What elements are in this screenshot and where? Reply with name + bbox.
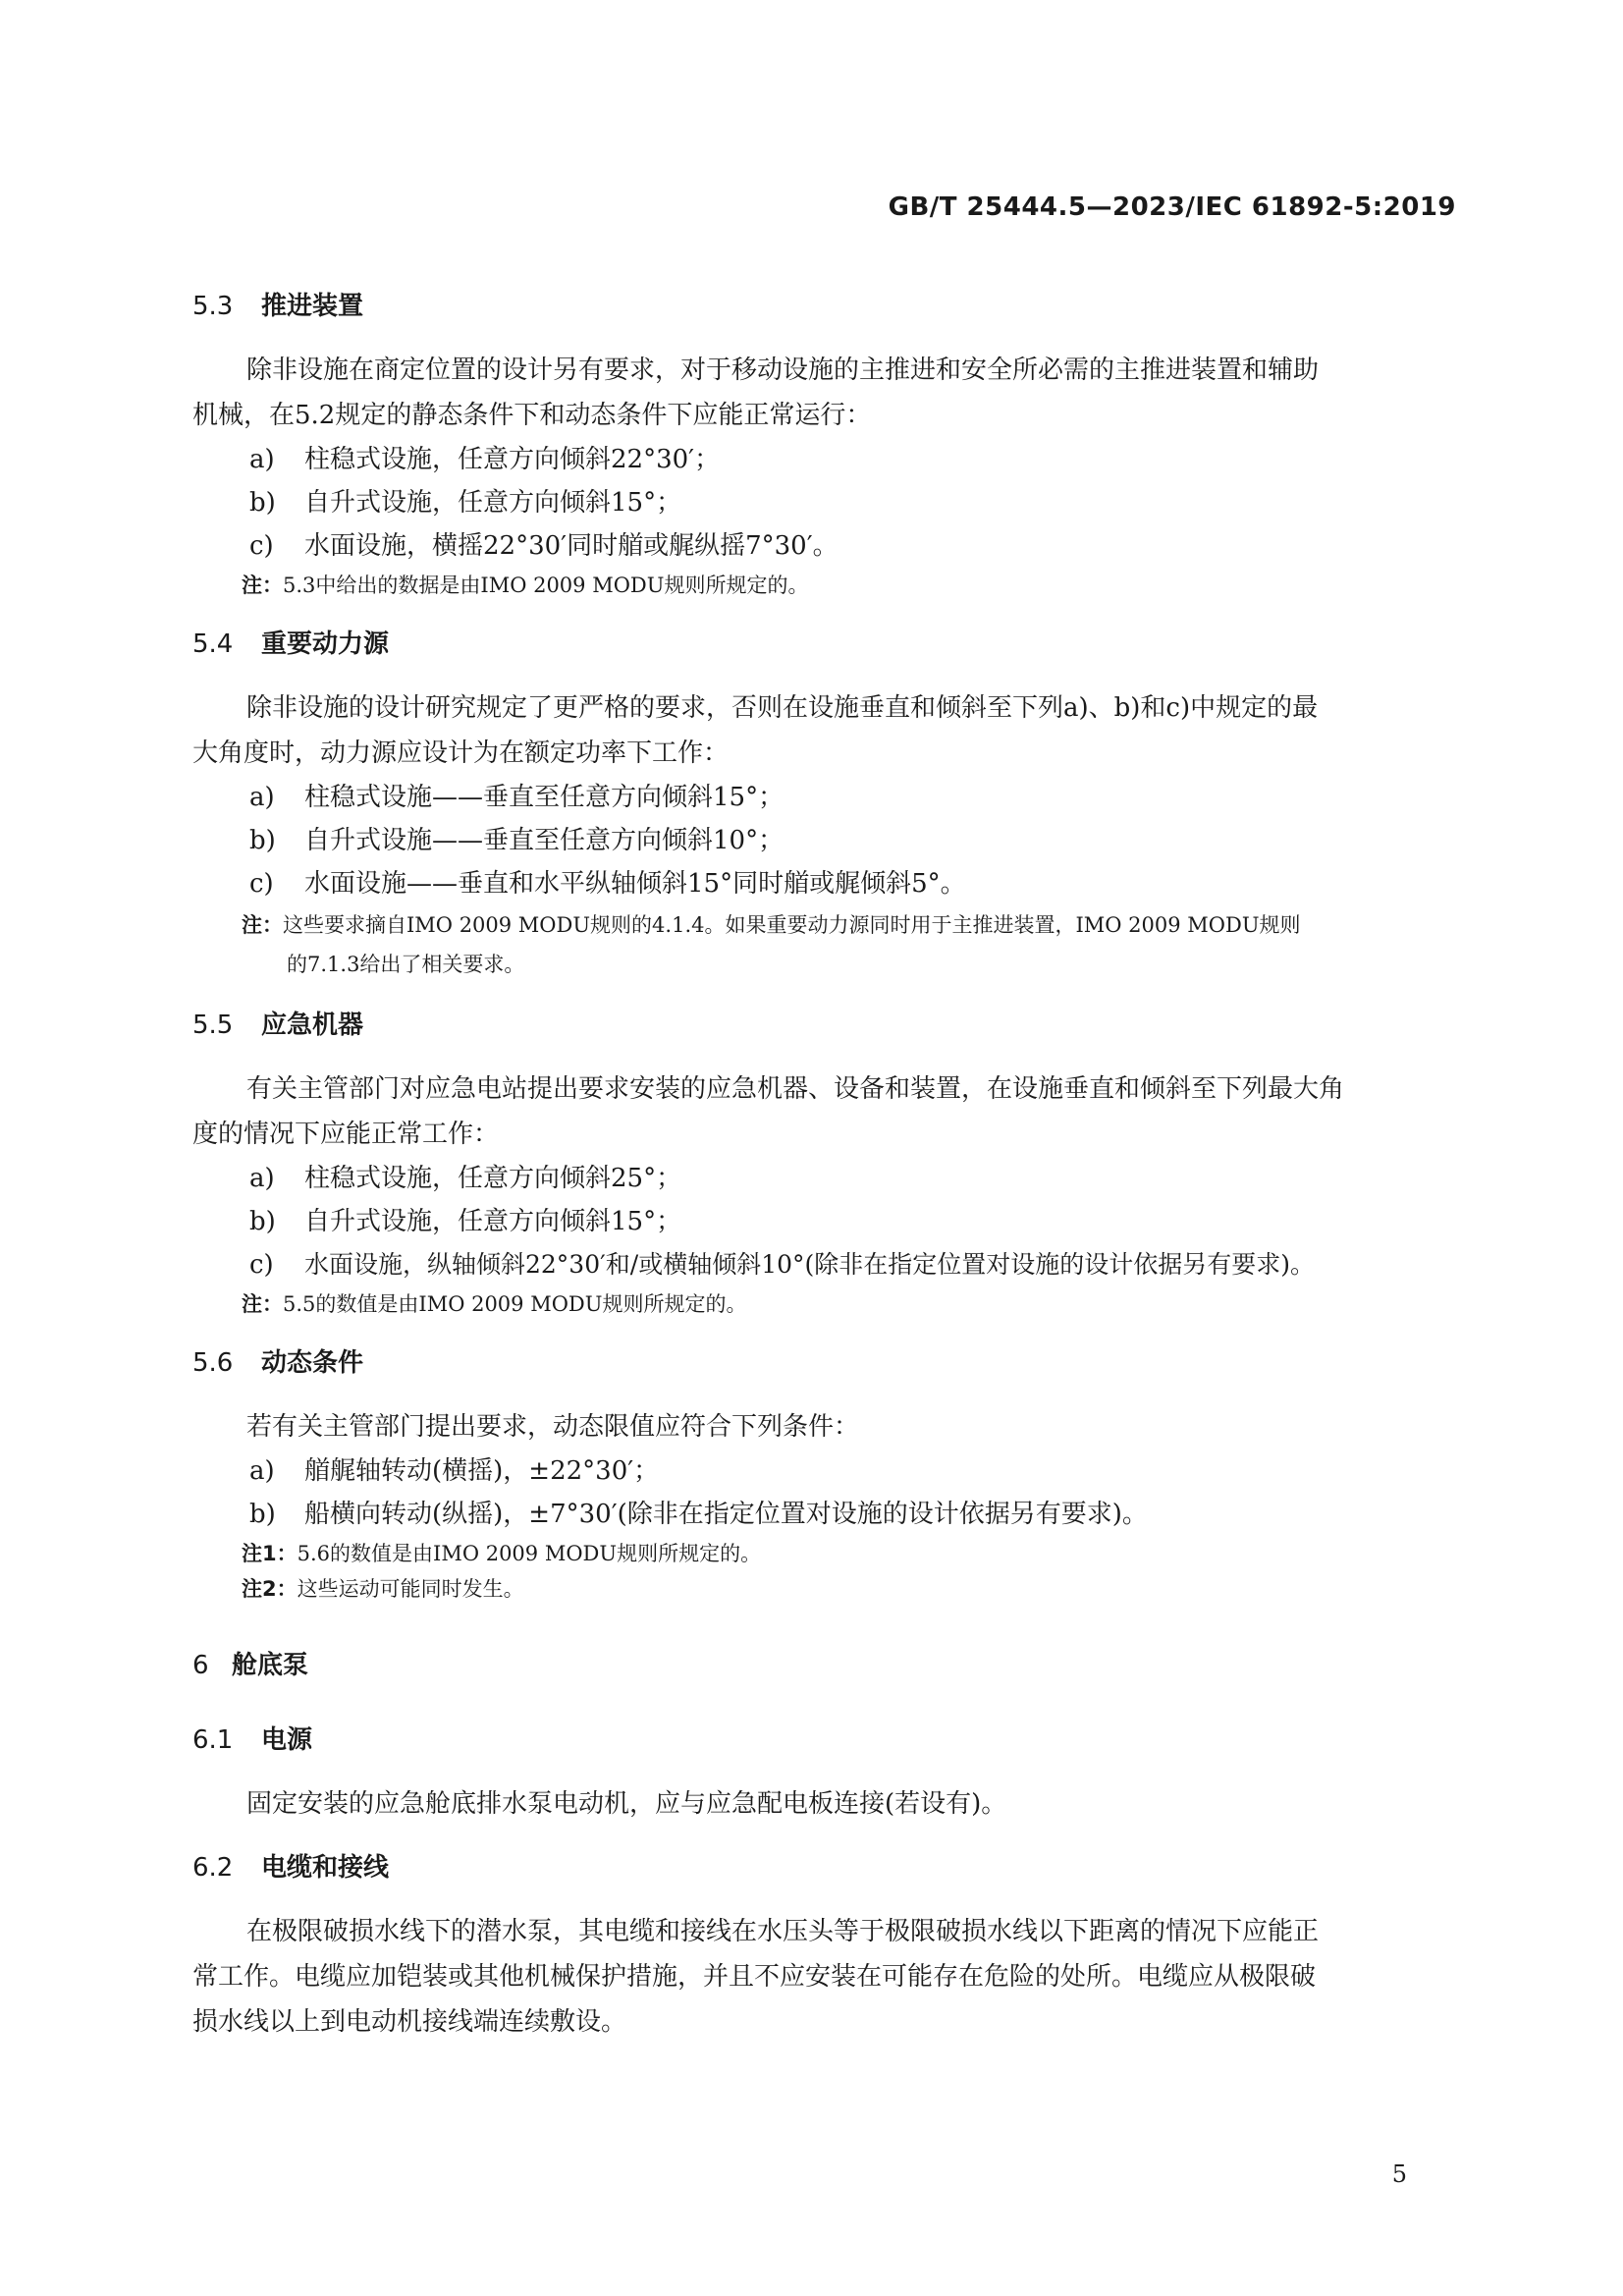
note-text: 这些运动可能同时发生。 [297, 1577, 524, 1601]
list-marker: c) [249, 1250, 274, 1280]
paragraph-line: 机械，在5.2规定的静态条件下和动态条件下应能正常运行： [192, 401, 872, 430]
paragraph-line: 有关主管部门对应急电站提出要求安装的应急机器、设备和装置，在设施垂直和倾斜至下列最大角 [246, 1074, 1345, 1104]
section-heading-5-5 [192, 1006, 1459, 1045]
document-code: GB/T 25444.5—2023/IEC 61892-5:2019 [888, 192, 1456, 222]
list-marker: a) [249, 1456, 275, 1486]
note-label: 注1： [242, 1542, 298, 1565]
note-text: 这些要求摘自IMO 2009 MODU规则的4.1.4。如果重要动力源同时用于主推进装置，IMO 2009 MODU规则 [283, 913, 1301, 937]
section-heading-5-3 [192, 287, 1459, 326]
note-text: 5.3中给出的数据是由IMO 2009 MODU规则所规定的。 [283, 574, 809, 597]
note-label: 注： [242, 1292, 283, 1316]
list-item [192, 481, 1459, 524]
paragraph-line: 除非设施的设计研究规定了更严格的要求，否则在设施垂直和倾斜至下列a)、b)和c)中规定的最 [246, 693, 1319, 723]
list-marker: b) [249, 1207, 276, 1236]
paragraph-line: 损水线以上到电动机接线端连续敷设。 [192, 2007, 627, 2037]
list-marker: c) [249, 869, 274, 899]
section-title: 电源 [261, 1725, 313, 1755]
page-number: 5 [1391, 2160, 1407, 2188]
paragraph-line: 在极限破损水线下的潜水泵，其电缆和接线在水压头等于极限破损水线以下距离的情况下应能正 [246, 1917, 1320, 1946]
list-text: 水面设施，纵轴倾斜22°30′和/或横轴倾斜10°(除非在指定位置对设施的设计依据另有要求)。 [304, 1250, 1316, 1279]
list-marker: a) [249, 1164, 275, 1193]
list-text: 柱稳式设施，任意方向倾斜22°30′； [304, 445, 721, 474]
document-body [192, 287, 1459, 2045]
list-text: 柱稳式设施——垂直至任意方向倾斜15°； [304, 783, 784, 812]
note-text: 5.6的数值是由IMO 2009 MODU规则所规定的。 [297, 1542, 762, 1565]
list-text: 自升式设施——垂直至任意方向倾斜10°； [304, 826, 784, 855]
list-marker: a) [249, 445, 275, 474]
list-item [192, 776, 1459, 819]
list-text: 水面设施，横摇22°30′同时艏或艉纵摇7°30′。 [304, 531, 839, 561]
section-heading-6-1 [192, 1721, 1459, 1760]
note-label: 注： [242, 913, 283, 937]
list-marker: a) [249, 783, 275, 812]
section-number: 5.6 [192, 1348, 234, 1378]
list-text: 自升式设施，任意方向倾斜15°； [304, 488, 682, 518]
list-text: 水面设施——垂直和水平纵轴倾斜15°同时艏或艉倾斜5°。 [304, 869, 966, 899]
note [192, 1286, 1459, 1322]
list-text: 船横向转动(纵摇)，±7°30′(除非在指定位置对设施的设计依据另有要求)。 [304, 1500, 1148, 1529]
paragraph-line: 常工作。电缆应加铠装或其他机械保护措施，并且不应安装在可能存在危险的处所。电缆应从极限破 [192, 1962, 1317, 1992]
note-label: 注： [242, 574, 283, 597]
note [192, 568, 1459, 603]
list-item [192, 1200, 1459, 1243]
list-item [192, 1493, 1459, 1536]
section-number: 5.3 [192, 292, 234, 321]
section-number: 6.2 [192, 1853, 234, 1883]
note-text-continued: 的7.1.3给出了相关要求。 [287, 953, 525, 976]
paragraph-line: 除非设施在商定位置的设计另有要求，对于移动设施的主推进和安全所必需的主推进装置和辅助 [246, 355, 1320, 385]
list-item [192, 438, 1459, 481]
section-heading-5-6 [192, 1343, 1459, 1383]
list-item [192, 1243, 1459, 1286]
list-marker: b) [249, 488, 276, 518]
list-marker: b) [249, 826, 276, 855]
section-number: 6.1 [192, 1725, 234, 1755]
note-2 [192, 1571, 1459, 1607]
list-item [192, 524, 1459, 568]
list-text: 自升式设施，任意方向倾斜15°； [304, 1207, 682, 1236]
paragraph-line: 若有关主管部门提出要求，动态限值应符合下列条件： [246, 1412, 860, 1442]
note-text: 5.5的数值是由IMO 2009 MODU规则所规定的。 [283, 1292, 747, 1316]
section-title: 应急机器 [261, 1011, 364, 1040]
section-heading-6-2 [192, 1848, 1459, 1887]
chapter-title: 舱底泵 [232, 1651, 309, 1680]
note-1 [192, 1536, 1459, 1571]
note-label: 注2： [242, 1577, 298, 1601]
list-item [192, 819, 1459, 862]
section-heading-5-4 [192, 625, 1459, 664]
chapter-number: 6 [192, 1651, 209, 1680]
paragraph-line: 度的情况下应能正常工作： [192, 1120, 500, 1149]
paragraph-line: 固定安装的应急舱底排水泵电动机，应与应急配电板连接(若设有)。 [246, 1789, 1007, 1819]
paragraph-line: 大角度时，动力源应设计为在额定功率下工作： [192, 738, 730, 768]
list-text: 柱稳式设施，任意方向倾斜25°； [304, 1164, 682, 1193]
list-text: 艏艉轴转动(横摇)，±22°30′； [304, 1456, 660, 1486]
chapter-heading-6 [192, 1646, 1459, 1685]
list-item [192, 1449, 1459, 1493]
list-item [192, 1157, 1459, 1200]
list-item [192, 862, 1459, 905]
section-title: 重要动力源 [261, 629, 390, 659]
note [192, 905, 1459, 984]
section-title: 电缆和接线 [261, 1853, 390, 1883]
list-marker: b) [249, 1500, 276, 1529]
section-number: 5.5 [192, 1011, 234, 1040]
section-number: 5.4 [192, 629, 234, 659]
section-title: 动态条件 [261, 1348, 364, 1378]
list-marker: c) [249, 531, 274, 561]
section-title: 推进装置 [261, 292, 364, 321]
